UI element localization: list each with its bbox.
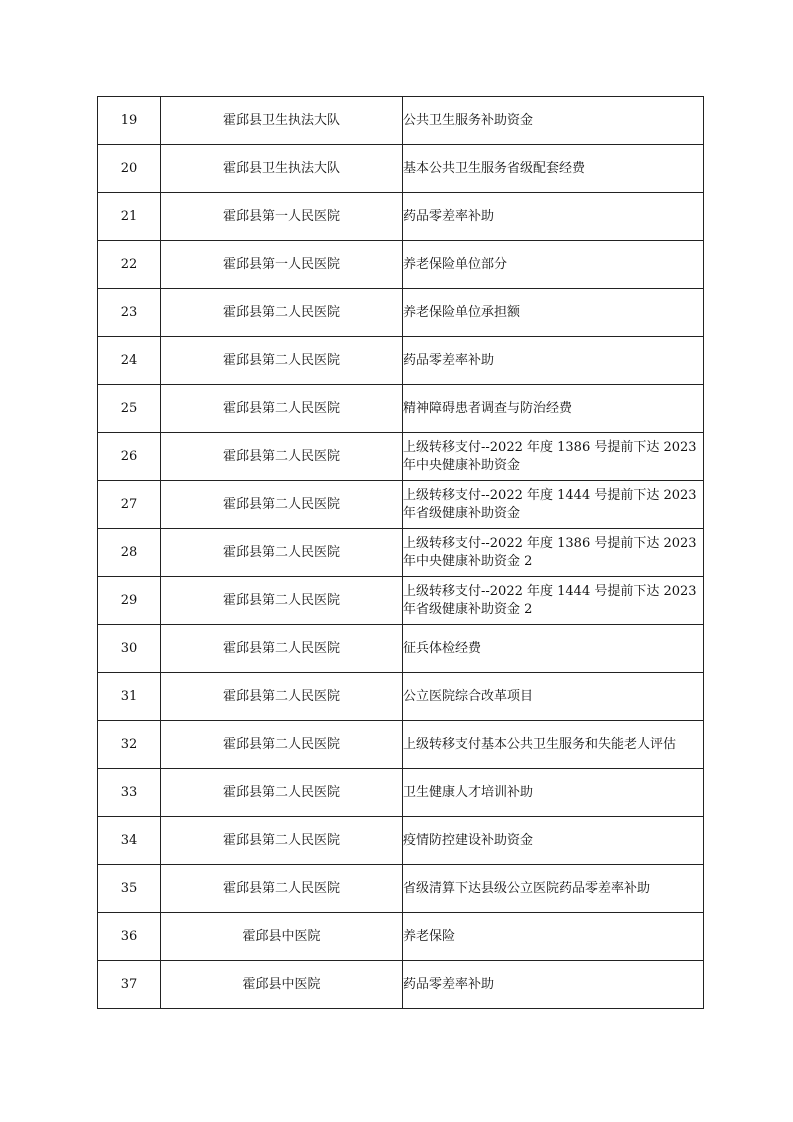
row-number: 37 xyxy=(98,961,161,1009)
project-name: 上级转移支付--2022 年度 1386 号提前下达 2023 年中央健康补助资金 xyxy=(403,433,704,481)
row-number: 28 xyxy=(98,529,161,577)
row-number: 27 xyxy=(98,481,161,529)
table-row xyxy=(98,865,704,913)
project-name: 上级转移支付--2022 年度 1386 号提前下达 2023 年中央健康补助资金 2 xyxy=(403,529,704,577)
unit-name: 霍邱县第二人民医院 xyxy=(161,433,403,481)
project-name: 上级转移支付基本公共卫生服务和失能老人评估 xyxy=(403,721,704,769)
project-name: 公共卫生服务补助资金 xyxy=(403,97,704,145)
project-name: 基本公共卫生服务省级配套经费 xyxy=(403,145,704,193)
project-name: 药品零差率补助 xyxy=(403,961,704,1009)
row-number: 20 xyxy=(98,145,161,193)
unit-name: 霍邱县第一人民医院 xyxy=(161,241,403,289)
project-name: 养老保险 xyxy=(403,913,704,961)
project-name: 卫生健康人才培训补助 xyxy=(403,769,704,817)
row-number: 34 xyxy=(98,817,161,865)
project-name: 省级清算下达县级公立医院药品零差率补助 xyxy=(403,865,704,913)
table-row xyxy=(98,337,704,385)
unit-name: 霍邱县第二人民医院 xyxy=(161,529,403,577)
unit-name: 霍邱县第二人民医院 xyxy=(161,673,403,721)
row-number: 33 xyxy=(98,769,161,817)
table-row xyxy=(98,529,704,577)
project-name: 上级转移支付--2022 年度 1444 号提前下达 2023 年省级健康补助资金 xyxy=(403,481,704,529)
unit-name: 霍邱县中医院 xyxy=(161,961,403,1009)
row-number: 30 xyxy=(98,625,161,673)
row-number: 25 xyxy=(98,385,161,433)
project-name: 药品零差率补助 xyxy=(403,337,704,385)
table-row xyxy=(98,97,704,145)
table-row xyxy=(98,481,704,529)
row-number: 36 xyxy=(98,913,161,961)
project-name: 药品零差率补助 xyxy=(403,193,704,241)
table-row xyxy=(98,577,704,625)
row-number: 22 xyxy=(98,241,161,289)
unit-name: 霍邱县第二人民医院 xyxy=(161,721,403,769)
table-row xyxy=(98,817,704,865)
unit-name: 霍邱县第二人民医院 xyxy=(161,769,403,817)
unit-name: 霍邱县第二人民医院 xyxy=(161,481,403,529)
table-row xyxy=(98,673,704,721)
unit-name: 霍邱县第二人民医院 xyxy=(161,337,403,385)
table-row xyxy=(98,625,704,673)
project-name: 养老保险单位承担额 xyxy=(403,289,704,337)
table-row xyxy=(98,193,704,241)
row-number: 26 xyxy=(98,433,161,481)
row-number: 21 xyxy=(98,193,161,241)
row-number: 31 xyxy=(98,673,161,721)
unit-name: 霍邱县第二人民医院 xyxy=(161,289,403,337)
unit-name: 霍邱县卫生执法大队 xyxy=(161,97,403,145)
row-number: 19 xyxy=(98,97,161,145)
project-name: 养老保险单位部分 xyxy=(403,241,704,289)
table-row xyxy=(98,721,704,769)
project-name: 上级转移支付--2022 年度 1444 号提前下达 2023 年省级健康补助资金 2 xyxy=(403,577,704,625)
row-number: 32 xyxy=(98,721,161,769)
unit-name: 霍邱县中医院 xyxy=(161,913,403,961)
unit-name: 霍邱县第一人民医院 xyxy=(161,193,403,241)
unit-name: 霍邱县第二人民医院 xyxy=(161,385,403,433)
row-number: 23 xyxy=(98,289,161,337)
table-row xyxy=(98,385,704,433)
project-name: 公立医院综合改革项目 xyxy=(403,673,704,721)
project-name: 征兵体检经费 xyxy=(403,625,704,673)
row-number: 35 xyxy=(98,865,161,913)
funding-table xyxy=(97,96,704,1009)
table-row xyxy=(98,769,704,817)
project-name: 精神障碍患者调查与防治经费 xyxy=(403,385,704,433)
row-number: 24 xyxy=(98,337,161,385)
table-row xyxy=(98,241,704,289)
row-number: 29 xyxy=(98,577,161,625)
table-row xyxy=(98,289,704,337)
unit-name: 霍邱县卫生执法大队 xyxy=(161,145,403,193)
table-row xyxy=(98,433,704,481)
unit-name: 霍邱县第二人民医院 xyxy=(161,865,403,913)
unit-name: 霍邱县第二人民医院 xyxy=(161,577,403,625)
table-row xyxy=(98,913,704,961)
table-row xyxy=(98,961,704,1009)
table-row xyxy=(98,145,704,193)
project-name: 疫情防控建设补助资金 xyxy=(403,817,704,865)
unit-name: 霍邱县第二人民医院 xyxy=(161,817,403,865)
unit-name: 霍邱县第二人民医院 xyxy=(161,625,403,673)
